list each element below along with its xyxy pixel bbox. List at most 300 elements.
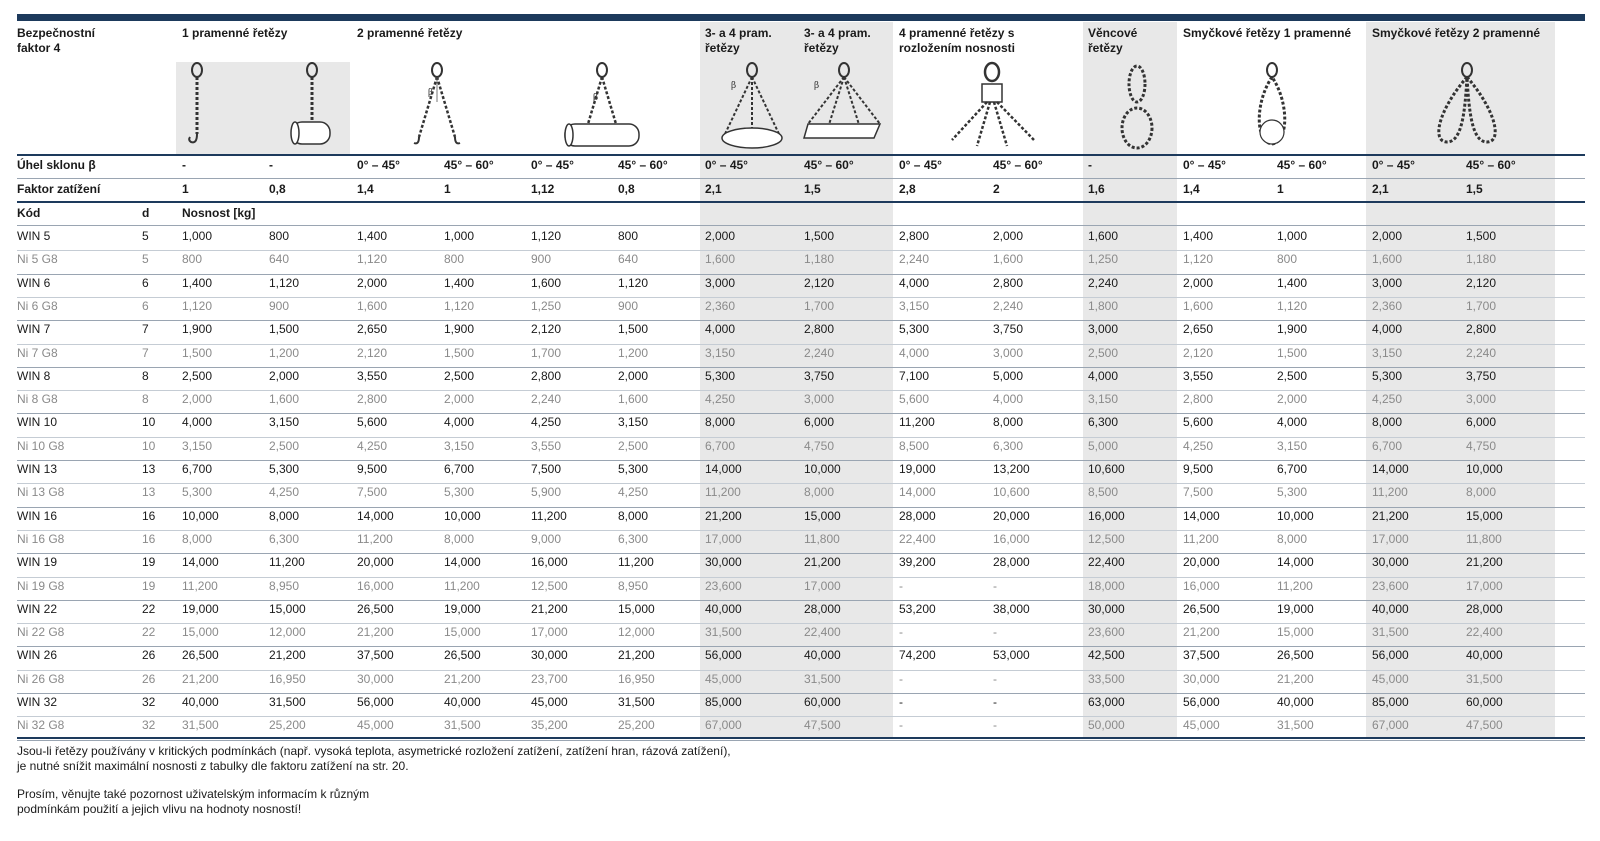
capacity-value: 3,000 (1088, 322, 1119, 337)
capacity-value: 1,500 (182, 345, 213, 360)
capacity-value: 2,240 (1466, 345, 1497, 360)
capacity-value: 3,150 (618, 415, 649, 430)
group-header-4pram-spread: 4 pramenné řetězy s rozložením nosnosti (899, 26, 1016, 55)
capacity-value: 1,200 (269, 345, 300, 360)
capacity-value: 56,000 (1183, 695, 1220, 709)
capacity-value: 23,600 (1372, 578, 1409, 593)
angle-value: 0° – 45° (357, 158, 400, 172)
capacity-value: 6,000 (804, 415, 835, 430)
single-leg-chain-pipe-icon (287, 62, 347, 154)
capacity-value: 2,000 (1372, 229, 1403, 243)
capacity-value: 1,200 (618, 345, 649, 360)
capacity-value: 8,000 (705, 415, 736, 430)
capacity-value: - (993, 625, 997, 640)
capacity-value: 21,200 (1466, 555, 1503, 570)
capacity-value: 2,000 (705, 229, 736, 243)
capacity-value: 3,750 (1466, 368, 1497, 383)
capacity-value: 17,000 (705, 531, 742, 546)
three-four-leg-box-load-icon (804, 62, 884, 154)
capacity-value: 19,000 (182, 601, 219, 616)
capacity-value: 4,000 (1088, 368, 1119, 383)
row-diameter: 5 (142, 229, 149, 243)
capacity-value: 17,000 (1466, 578, 1503, 593)
capacity-value: 40,000 (1277, 695, 1314, 709)
row-divider (17, 344, 1585, 345)
capacity-value: 47,500 (804, 718, 841, 733)
note-line-1: Jsou-li řetězy používány v kritických podmínkách (např. vysoká teplota, asymetrické rozložení zatížení, zatížení hran, rázová zatížení), (17, 744, 731, 758)
row-divider (17, 740, 1585, 741)
factor-value: 1,4 (1183, 182, 1200, 196)
row-code: Ni 26 G8 (17, 671, 65, 686)
capacity-value: 5,600 (899, 392, 930, 407)
capacity-value: 4,000 (1372, 322, 1403, 337)
capacity-value: 56,000 (357, 695, 394, 709)
capacity-value: 11,200 (705, 485, 741, 500)
capacity-value: - (993, 718, 997, 733)
capacity-value: 16,000 (993, 531, 1030, 546)
capacity-value: 47,500 (1466, 718, 1503, 733)
capacity-value: 40,000 (1466, 648, 1503, 663)
angle-value: - (1088, 158, 1092, 172)
row-code: WIN 22 (17, 601, 58, 616)
capacity-value: 11,800 (1466, 531, 1502, 546)
capacity-value: 1,180 (1466, 252, 1497, 267)
row-code: WIN 19 (17, 555, 58, 570)
capacity-value: 1,500 (1277, 345, 1308, 360)
capacity-value: 56,000 (1372, 648, 1409, 663)
capacity-value: 6,000 (1466, 415, 1497, 430)
factor-value: 1 (1277, 182, 1284, 196)
capacity-value: 1,500 (269, 322, 300, 337)
factor-value: 2,8 (899, 182, 916, 196)
capacity-value: 37,500 (357, 648, 394, 663)
capacity-value: 4,000 (899, 345, 930, 360)
angle-value: 45° – 60° (618, 158, 668, 172)
capacity-value: 67,000 (1372, 718, 1409, 733)
capacity-value: 1,120 (182, 298, 213, 313)
factor-value: 0,8 (618, 182, 635, 196)
note-line-2: je nutné snížit maximální nosnosti z tabulky dle faktoru zatížení na str. 20. (17, 759, 409, 773)
capacity-value: 4,000 (899, 275, 930, 290)
row-diameter: 32 (142, 695, 156, 709)
capacity-value: 4,250 (531, 415, 562, 430)
ring-chain-icon (1112, 62, 1162, 154)
row-code: WIN 6 (17, 275, 51, 290)
row-code: Ni 10 G8 (17, 438, 65, 453)
capacity-value: 3,150 (899, 298, 930, 313)
capacity-value: 53,200 (899, 601, 936, 616)
row-diameter: 8 (142, 392, 149, 407)
capacity-value: 3,150 (1372, 345, 1403, 360)
capacity-value: 37,500 (1183, 648, 1220, 663)
capacity-value: 21,200 (618, 648, 655, 663)
capacity-value: 3,000 (804, 392, 835, 407)
capacity-value: 8,000 (182, 531, 213, 546)
angle-value: 0° – 45° (899, 158, 942, 172)
capacity-value: 7,500 (357, 485, 388, 500)
capacity-value: 5,000 (1088, 438, 1119, 453)
capacity-value: 21,200 (444, 671, 481, 686)
capacity-value: 74,200 (899, 648, 936, 663)
column-header-code: Kód (17, 206, 41, 220)
capacity-value: 1,600 (705, 252, 736, 267)
capacity-value: 1,120 (444, 298, 475, 313)
capacity-value: 640 (269, 252, 290, 267)
angle-value: 45° – 60° (993, 158, 1043, 172)
capacity-value: 5,300 (1277, 485, 1308, 500)
capacity-value: 9,500 (357, 462, 388, 476)
capacity-value: 50,000 (1088, 718, 1125, 733)
capacity-value: 31,500 (1277, 718, 1314, 733)
capacity-value: 1,120 (531, 229, 562, 243)
capacity-value: 26,500 (1183, 601, 1220, 616)
capacity-value: 1,500 (1466, 229, 1497, 243)
capacity-value: 30,000 (1183, 671, 1220, 686)
single-leg-chain-hook-icon (182, 62, 212, 154)
capacity-value: 6,300 (618, 531, 649, 546)
angle-value: 0° – 45° (1372, 158, 1415, 172)
capacity-value: 4,250 (618, 485, 649, 500)
capacity-value: 6,300 (993, 438, 1024, 453)
capacity-value: 900 (618, 298, 639, 313)
capacity-value: 11,800 (804, 531, 840, 546)
capacity-value: 15,000 (804, 508, 841, 523)
capacity-value: 21,200 (269, 648, 306, 663)
capacity-value: 11,200 (182, 578, 218, 593)
capacity-value: 23,600 (1088, 625, 1125, 640)
capacity-value: 1,500 (618, 322, 649, 337)
capacity-value: 85,000 (1372, 695, 1409, 709)
capacity-value: - (899, 625, 903, 640)
capacity-value: 28,000 (804, 601, 841, 616)
row-divider (17, 250, 1585, 251)
capacity-value: 4,750 (1466, 438, 1497, 453)
capacity-value: 18,000 (1088, 578, 1125, 593)
row-diameter: 10 (142, 438, 156, 453)
row-diameter: 26 (142, 671, 156, 686)
capacity-value: 8,000 (993, 415, 1024, 430)
capacity-value: 22,400 (899, 531, 936, 546)
capacity-value: 5,600 (1183, 415, 1214, 430)
capacity-value: 5,300 (444, 485, 475, 500)
row-code: WIN 32 (17, 695, 58, 709)
capacity-value: 2,240 (1088, 275, 1119, 290)
capacity-value: 2,000 (993, 229, 1024, 243)
group-header-2pram: 2 pramenné řetězy (357, 26, 463, 40)
row-divider (17, 460, 1585, 461)
capacity-value: 17,000 (804, 578, 841, 593)
rule-after-colheads (17, 225, 1585, 226)
capacity-value: 10,600 (993, 485, 1030, 500)
capacity-value: 2,800 (1183, 392, 1214, 407)
capacity-value: 1,400 (357, 229, 388, 243)
capacity-value: 20,000 (1183, 555, 1220, 570)
capacity-value: 22,400 (1466, 625, 1503, 640)
row-divider (17, 437, 1585, 438)
row-code: Ni 6 G8 (17, 298, 58, 313)
factor-value: 1,6 (1088, 182, 1105, 196)
capacity-value: - (993, 671, 997, 686)
capacity-value: 10,000 (182, 508, 219, 523)
capacity-value: 2,000 (444, 392, 475, 407)
capacity-value: 31,500 (705, 625, 742, 640)
note-line-3: Prosím, věnujte také pozornost uživatelským informacím k různým (17, 787, 370, 801)
row-diameter: 22 (142, 601, 156, 616)
capacity-value: 31,500 (618, 695, 655, 709)
row-code: WIN 5 (17, 229, 51, 243)
capacity-value: 40,000 (444, 695, 481, 709)
three-four-leg-round-load-icon (717, 62, 787, 154)
factor-value: 1,4 (357, 182, 374, 196)
capacity-value: 1,400 (182, 275, 213, 290)
capacity-value: 2,240 (993, 298, 1024, 313)
capacity-value: 6,700 (444, 462, 475, 476)
capacity-value: 1,500 (804, 229, 835, 243)
capacity-value: 2,120 (531, 322, 562, 337)
row-diameter: 8 (142, 368, 149, 383)
row-code: Ni 32 G8 (17, 718, 65, 733)
capacity-value: 2,500 (1277, 368, 1308, 383)
row-code: Ni 7 G8 (17, 345, 58, 360)
angle-value: 45° – 60° (1466, 158, 1516, 172)
capacity-value: 15,000 (444, 625, 481, 640)
capacity-value: 2,500 (618, 438, 649, 453)
capacity-value: 20,000 (357, 555, 394, 570)
capacity-value: 6,700 (705, 438, 736, 453)
row-code: Ni 19 G8 (17, 578, 65, 593)
capacity-value: 8,500 (899, 438, 930, 453)
row-diameter: 16 (142, 508, 156, 523)
capacity-value: 1,600 (1372, 252, 1403, 267)
note-line-4: podmínkám použití a jejich vlivu na hodnoty nosností! (17, 802, 302, 816)
factor-value: 2 (993, 182, 1000, 196)
capacity-value: - (899, 695, 903, 709)
row-diameter: 32 (142, 718, 156, 733)
row-divider (17, 553, 1585, 554)
capacity-value: 21,200 (531, 601, 568, 616)
capacity-value: 4,250 (1183, 438, 1214, 453)
capacity-value: 3,000 (993, 345, 1024, 360)
row-diameter: 10 (142, 415, 156, 430)
capacity-value: 1,600 (993, 252, 1024, 267)
row-divider (17, 274, 1585, 275)
capacity-value: 4,750 (804, 438, 835, 453)
row-diameter: 13 (142, 485, 156, 500)
capacity-value: 19,000 (899, 462, 936, 476)
capacity-value: 21,200 (804, 555, 841, 570)
capacity-value: 640 (618, 252, 639, 267)
capacity-value: 3,150 (705, 345, 736, 360)
capacity-value: 3,000 (1372, 275, 1403, 290)
capacity-value: 40,000 (804, 648, 841, 663)
capacity-value: 2,120 (1183, 345, 1214, 360)
capacity-value: 56,000 (705, 648, 742, 663)
capacity-value: 40,000 (1372, 601, 1409, 616)
capacity-value: 2,650 (357, 322, 388, 337)
capacity-value: 14,000 (1372, 462, 1409, 476)
capacity-value: 1,900 (1277, 322, 1308, 337)
group-header-smycka2: Smyčkové řetězy 2 pramenné (1372, 26, 1541, 40)
capacity-value: 5,300 (1372, 368, 1403, 383)
angle-row-label: Úhel sklonu β (17, 158, 96, 172)
capacity-value: 5,000 (993, 368, 1024, 383)
capacity-value: 1,900 (182, 322, 213, 337)
capacity-value: 8,000 (1277, 531, 1308, 546)
capacity-value: - (899, 718, 903, 733)
capacity-value: 3,000 (705, 275, 736, 290)
capacity-value: 11,200 (618, 555, 654, 570)
capacity-value: - (899, 578, 903, 593)
capacity-value: 14,000 (444, 555, 481, 570)
capacity-value: 1,700 (804, 298, 835, 313)
capacity-value: 5,900 (531, 485, 562, 500)
capacity-value: 2,500 (1088, 345, 1119, 360)
capacity-value: 4,250 (357, 438, 388, 453)
row-divider (17, 670, 1585, 671)
factor-value: 1 (444, 182, 451, 196)
row-diameter: 16 (142, 531, 156, 546)
capacity-value: 12,500 (531, 578, 568, 593)
capacity-value: 3,550 (531, 438, 562, 453)
capacity-value: 25,200 (269, 718, 306, 733)
capacity-value: 2,360 (1372, 298, 1403, 313)
capacity-value: 8,000 (618, 508, 649, 523)
angle-value: 0° – 45° (705, 158, 748, 172)
capacity-value: 30,000 (531, 648, 568, 663)
row-divider (17, 530, 1585, 531)
capacity-value: 17,000 (1372, 531, 1409, 546)
capacity-value: 2,800 (899, 229, 930, 243)
capacity-value: 16,000 (1088, 508, 1125, 523)
capacity-value: 10,000 (1277, 508, 1314, 523)
capacity-value: 15,000 (182, 625, 219, 640)
angle-value: 45° – 60° (444, 158, 494, 172)
capacity-value: 28,000 (899, 508, 936, 523)
capacity-value: 9,000 (531, 531, 562, 546)
capacity-value: 800 (269, 229, 290, 243)
capacity-value: 800 (618, 229, 639, 243)
row-code: Ni 16 G8 (17, 531, 65, 546)
row-divider (17, 507, 1585, 508)
capacity-value: 5,300 (705, 368, 736, 383)
row-diameter: 7 (142, 345, 149, 360)
capacity-value: 8,000 (269, 508, 300, 523)
capacity-value: 2,000 (618, 368, 649, 383)
top-rule (17, 14, 1585, 21)
capacity-value: 2,000 (1183, 275, 1214, 290)
capacity-value: 11,200 (357, 531, 393, 546)
capacity-value: 30,000 (357, 671, 394, 686)
capacity-value: 800 (182, 252, 203, 267)
capacity-value: 21,200 (357, 625, 394, 640)
capacity-value: 8,000 (444, 531, 475, 546)
capacity-value: 25,200 (618, 718, 655, 733)
capacity-value: 14,000 (1277, 555, 1314, 570)
row-code: WIN 26 (17, 648, 58, 663)
capacity-value: 2,500 (182, 368, 213, 383)
capacity-value: 21,200 (705, 508, 742, 523)
svg-text:β: β (428, 88, 434, 98)
factor-value: 1,12 (531, 182, 555, 196)
two-leg-chain-hooks-icon (407, 62, 467, 154)
capacity-value: 1,180 (804, 252, 835, 267)
capacity-value: 8,500 (1088, 485, 1119, 500)
capacity-value: 11,200 (1372, 485, 1408, 500)
capacity-value: 8,000 (1372, 415, 1403, 430)
capacity-value: 8,950 (618, 578, 649, 593)
capacity-value: 1,700 (1466, 298, 1497, 313)
capacity-value: 4,250 (269, 485, 300, 500)
capacity-value: 1,400 (444, 275, 475, 290)
capacity-value: 23,600 (705, 578, 742, 593)
capacity-value: 4,000 (444, 415, 475, 430)
capacity-value: - (993, 578, 997, 593)
capacity-value: 12,000 (269, 625, 306, 640)
capacity-value: 15,000 (618, 601, 655, 616)
row-divider (17, 646, 1585, 647)
row-code: WIN 7 (17, 322, 51, 337)
capacity-value: 67,000 (705, 718, 742, 733)
capacity-value: 4,000 (705, 322, 736, 337)
capacity-value: 31,500 (1372, 625, 1409, 640)
capacity-value: 1,000 (182, 229, 213, 243)
capacity-value: 11,200 (1183, 531, 1219, 546)
capacity-value: 21,200 (182, 671, 219, 686)
capacity-value: 2,240 (899, 252, 930, 267)
capacity-value: 15,000 (1277, 625, 1314, 640)
capacity-value: 7,500 (531, 462, 562, 476)
capacity-value: 2,000 (182, 392, 213, 407)
capacity-value: 1,120 (618, 275, 649, 290)
capacity-value: 1,600 (269, 392, 300, 407)
row-divider (17, 483, 1585, 484)
capacity-value: 30,000 (1088, 601, 1125, 616)
group-header-smycka1: Smyčkové řetězy 1 pramenné (1183, 26, 1352, 40)
factor-value: 1,5 (804, 182, 821, 196)
capacity-value: 26,500 (444, 648, 481, 663)
capacity-value: 21,200 (1372, 508, 1409, 523)
row-code: Ni 8 G8 (17, 392, 58, 407)
row-diameter: 19 (142, 555, 156, 570)
factor-value: 2,1 (705, 182, 722, 196)
capacity-value: 11,200 (444, 578, 480, 593)
capacity-value: 2,800 (993, 275, 1024, 290)
capacity-value: 900 (269, 298, 290, 313)
double-loop-chain-icon (1427, 62, 1507, 154)
capacity-value: 3,150 (269, 415, 300, 430)
capacity-value: 1,000 (444, 229, 475, 243)
capacity-value: 2,120 (804, 275, 835, 290)
capacity-value: 31,500 (1466, 671, 1503, 686)
row-diameter: 6 (142, 275, 149, 290)
capacity-value: 3,150 (1088, 392, 1119, 407)
factor-value: 1 (182, 182, 189, 196)
capacity-value: 45,000 (531, 695, 568, 709)
capacity-value: 1,000 (1277, 229, 1308, 243)
capacity-value: 2,120 (1466, 275, 1497, 290)
capacity-value: 2,800 (804, 322, 835, 337)
capacity-value: - (899, 671, 903, 686)
capacity-value: 4,000 (1277, 415, 1308, 430)
capacity-value: 11,200 (1277, 578, 1313, 593)
row-divider (17, 693, 1585, 694)
capacity-value: 16,950 (269, 671, 306, 686)
capacity-value: 6,700 (1372, 438, 1403, 453)
capacity-value: 22,400 (1088, 555, 1125, 570)
row-diameter: 5 (142, 252, 149, 267)
capacity-value: 19,000 (444, 601, 481, 616)
capacity-value: 6,300 (1088, 415, 1119, 430)
